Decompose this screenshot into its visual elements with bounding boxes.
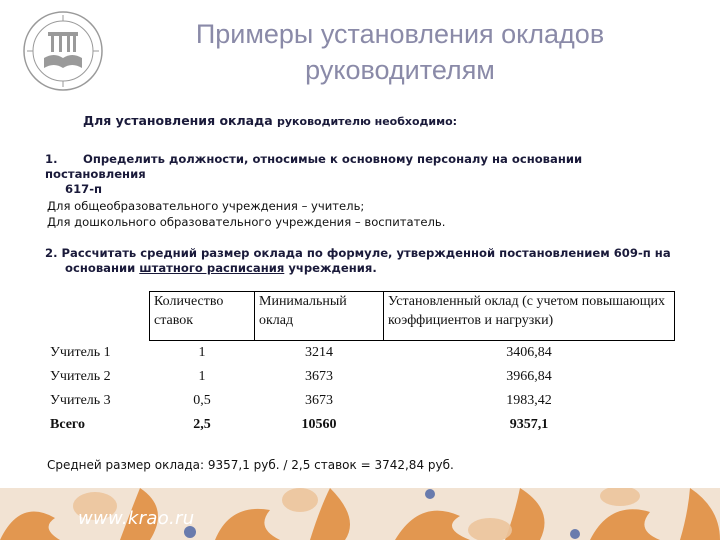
emblem-logo <box>22 10 104 92</box>
step-1-text-cont: 617-п <box>65 182 103 196</box>
step-2-text: 2. Рассчитать средний размер оклада по формуле, утвержденной постановлением 609-п на <box>45 246 671 260</box>
step-2 <box>45 246 677 276</box>
salary-table <box>46 291 675 437</box>
average-salary-text: Средней размер оклада: 9357,1 руб. / 2,5 ставок = 3742,84 руб. <box>47 458 454 472</box>
staff-schedule-link[interactable]: штатного расписания <box>139 261 285 275</box>
table-row <box>46 389 675 413</box>
total-count: 2,5 <box>193 417 211 432</box>
header-result: Установленный оклад (с учетом повышающих коэффициентов и нагрузки) <box>384 292 675 341</box>
institution-line-2: Для дошкольного образовательного учреждения – воспитатель. <box>47 215 446 229</box>
row-count: 1 <box>198 369 206 384</box>
total-result: 9357,1 <box>509 417 549 432</box>
header-name <box>46 292 150 341</box>
total-name: Всего <box>50 417 85 432</box>
intro-text <box>83 113 457 128</box>
intro-rest: руководителю необходимо: <box>277 115 458 128</box>
step-1-number: 1. <box>45 152 58 166</box>
row-name: Учитель 3 <box>50 393 111 408</box>
table-header-row <box>46 292 675 341</box>
row-name: Учитель 2 <box>50 369 111 384</box>
step-2-text-end: учреждения. <box>288 261 377 275</box>
row-count: 1 <box>198 345 206 360</box>
header-min: Минимальный оклад <box>255 292 384 341</box>
institution-line-1: Для общеобразовательного учреждения – учитель; <box>47 199 365 213</box>
row-result: 1983,42 <box>506 393 552 408</box>
total-min: 10560 <box>301 417 337 432</box>
slide-title: Примеры установления окладов руководителям <box>195 19 605 85</box>
row-result: 3966,84 <box>506 369 552 384</box>
website-link[interactable]: www.krao.ru <box>78 508 195 529</box>
table-row <box>46 341 675 366</box>
row-min: 3673 <box>305 369 333 384</box>
institution-list <box>47 198 445 230</box>
row-min: 3214 <box>305 345 333 360</box>
intro-bold: Для установления оклада <box>83 113 273 128</box>
table-total-row <box>46 413 675 437</box>
row-result: 3406,84 <box>506 345 552 360</box>
table-row <box>46 365 675 389</box>
step-1 <box>45 152 685 197</box>
row-name: Учитель 1 <box>50 344 111 360</box>
row-count: 0,5 <box>193 393 211 408</box>
header-count: Количество ставок <box>150 292 255 341</box>
row-min: 3673 <box>305 393 333 408</box>
step-1-text: Определить должности, относимые к основному персоналу на основании постановления <box>45 152 583 181</box>
step-2-text-start: основании <box>65 261 136 275</box>
